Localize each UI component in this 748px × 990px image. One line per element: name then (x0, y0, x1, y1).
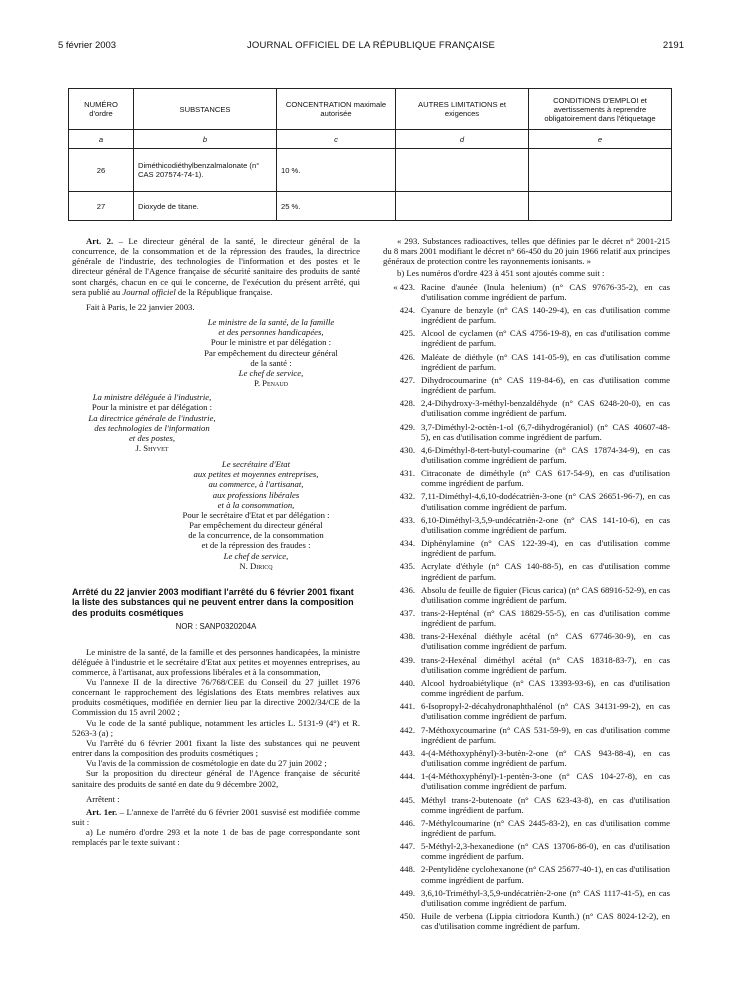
preamble-paragraph: Vu l'annexe II de la directive 76/768/CEE du Conseil du 27 juillet 1976 concernant le rapprochement des législations des Etats membres relatives aux produits cosmétiques, modifiée en dernier lieu par la directive 2002/34/CE de la Commission du 15 avril 2002 ; (72, 676, 360, 718)
row-substance: Dioxyde de titane. (134, 192, 277, 221)
row-number: 27 (69, 192, 134, 221)
preamble-paragraph: Vu l'arrêté du 6 février 2001 fixant la liste des substances qui ne peuvent entrer dans la composition des produits cosmétiques ; (72, 737, 360, 759)
entry-number: 441. (399, 701, 415, 712)
row-number: 26 (69, 149, 134, 192)
entry-293: « 293. Substances radioactives, telles que définies par le décret n° 2001-215 du 8 mars 2001 modifiant le décret n° 66-450 du 20 juin 1966 relatif aux principes généraux de protection contre les rayonnements ionisants. » (383, 236, 670, 267)
entry-text: Racine d'aunée (Inula helenium) (n° CAS 97676-35-2), en cas d'utilisation comme ingrédient de parfum. (421, 281, 670, 302)
list-item (383, 352, 670, 372)
entry-text: Cyanure de benzyle (n° CAS 140-29-4), en cas d'utilisation comme ingrédient de parfum. (421, 304, 670, 326)
list-item (383, 585, 670, 605)
row-conditions (529, 149, 672, 192)
signature-block-industry (72, 392, 232, 453)
entry-text: 3,7-Diméthyl-2-octèn-1-ol (6,7-dihydrogéraniol) (n° CAS 40607-48-5), en cas d'utilisation comme ingrédient de parfum. (421, 421, 670, 442)
list-item (383, 911, 670, 931)
article-2-text: – Le directeur général de la santé, le directeur général de la concurrence, de la consommation et de la répression des fraudes, la directrice générale de l'industrie, des technologies de l'information et des postes et le directeur général de l'Agence française de sécurité sanitaire des produits de santé sont chargés, chacun en ce qui le concerne, de l'exécution du présent arrêté, qui sera publié au (72, 236, 360, 297)
entry-text: Absolu de feuille de figuier (Ficus carica) (n° CAS 68916-52-9), en cas d'utilisation comme ingrédient de parfum. (421, 584, 670, 605)
signature-line: Par empêchement du directeur général (204, 347, 338, 358)
list-item (383, 422, 670, 442)
article-1 (72, 807, 360, 827)
article-1-text: – L'annexe de l'arrêté du 6 février 2001 susvisé est modifiée comme suit : (72, 806, 361, 827)
list-item (383, 655, 670, 675)
entry-text: 1-(4-Méthoxyphényl)-1-pentèn-3-one (n° CAS 104-27-8), en cas d'utilisation comme ingrédient de parfum. (421, 771, 670, 792)
entry-text: 3,6,10-Triméthyl-3,5,9-undécatrièn-2-one (n° CAS 1117-41-5), en cas d'utilisation comme ingrédient de parfum. (421, 887, 670, 908)
entry-text: Acrylate d'éthyle (n° CAS 140-88-5), en cas d'utilisation comme ingrédient de parfum. (421, 561, 670, 582)
preamble-paragraph: Vu l'avis de la commission de cosmétologie en date du 27 juin 2002 ; (86, 758, 327, 769)
entry-text: Alcool hydroabiétylique (n° CAS 13393-93-6), en cas d'utilisation comme ingrédient de parfum. (421, 677, 670, 699)
list-item (383, 305, 670, 325)
entry-number: 432. (399, 491, 415, 502)
right-column (383, 236, 670, 931)
substance-entries-list (383, 282, 670, 932)
col-header-limitations: AUTRES LIMITATIONS et exigences (396, 89, 529, 130)
article-2 (72, 236, 360, 297)
list-item (383, 538, 670, 558)
entry-number: 429. (399, 421, 415, 432)
list-item (383, 445, 670, 465)
entry-text: trans-2-Hepténal (n° CAS 18829-55-5), en cas d'utilisation comme ingrédient de parfum. (421, 608, 670, 629)
list-item (383, 491, 670, 511)
entry-number: « 423. (393, 281, 415, 292)
entry-text: trans-2-Hexénal diméthyl acétal (n° CAS 18318-83-7), en cas d'utilisation comme ingrédient de parfum. (421, 654, 670, 675)
signature-line: de la santé : (250, 357, 292, 368)
signature-line: Pour le secrétaire d'Etat et par délégation : (182, 509, 330, 520)
entry-number: 449. (399, 887, 415, 898)
page-header (58, 40, 684, 54)
table-row (69, 149, 672, 192)
entry-number: 426. (399, 351, 415, 362)
entry-number: 446. (399, 817, 415, 828)
signature-line: des technologies de l'information (94, 422, 210, 433)
entry-number: 445. (399, 794, 415, 805)
entry-number: 440. (399, 677, 415, 688)
col-header-substances: SUBSTANCES (134, 89, 277, 130)
row-conditions (529, 192, 672, 221)
list-item (383, 748, 670, 768)
signature-line: et des postes, (128, 432, 176, 443)
page-number: 2191 (662, 40, 684, 51)
list-item (383, 375, 670, 395)
list-item (383, 328, 670, 348)
entry-text: trans-2-Hexénal diéthyle acétal (n° CAS 67746-30-9), en cas d'utilisation comme ingrédient de parfum. (421, 631, 670, 652)
entry-text: 4,6-Diméthyl-8-tert-butyl-coumarine (n° CAS 17874-34-9), en cas d'utilisation comme ingrédient de parfum. (421, 444, 670, 465)
entry-number: 443. (399, 747, 415, 758)
list-item (383, 841, 670, 861)
article-1-heading: Art. 1er. (86, 806, 118, 817)
issue-date: 5 février 2003 (58, 40, 117, 51)
entry-number: 442. (399, 724, 415, 735)
signature-line: Le chef de service, (238, 367, 304, 378)
signature-line: au commerce, à l'artisanat, (208, 479, 304, 490)
entry-number: 431. (399, 468, 415, 479)
row-concentration: 10 %. (277, 149, 396, 192)
signature-line: La directrice générale de l'industrie, (88, 412, 216, 423)
entry-text: 5-Méthyl-2,3-hexanedione (n° CAS 13706-86-0), en cas d'utilisation comme ingrédient de parfum. (421, 841, 670, 862)
entry-text: 7-Méthylcoumarine (n° CAS 2445-83-2), en cas d'utilisation comme ingrédient de parfum. (421, 817, 670, 838)
entry-number: 428. (399, 398, 415, 409)
left-column (72, 236, 360, 847)
column-letter: e (529, 130, 672, 149)
entry-number: 433. (399, 514, 415, 525)
preamble-paragraph: Vu le code de la santé publique, notamment les articles L. 5131-9 (4°) et R. 5263-3 (a) ; (72, 717, 360, 738)
entry-number: 437. (399, 608, 415, 618)
signature-block-commerce (72, 459, 360, 571)
row-limitations (396, 149, 529, 192)
entry-number: 425. (399, 328, 415, 339)
column-letter: a (69, 130, 134, 149)
arretent-line: Arrêtent : (86, 793, 120, 804)
row-limitations (396, 192, 529, 221)
entry-text: Alcool de cyclamen (n° CAS 4756-19-8), en cas d'utilisation comme ingrédient de parfum. (421, 328, 670, 349)
signature-block-health (72, 317, 360, 388)
signature-line: et de la répression des fraudes : (201, 540, 311, 551)
list-item (383, 398, 670, 418)
signature-line: de la concurrence, de la consommation (188, 530, 324, 541)
signature-line: Par empêchement du directeur général (189, 520, 323, 531)
entry-number: 448. (399, 864, 415, 875)
entry-text: 2-Pentylidène cyclohexanone (n° CAS 25677-40-1), en cas d'utilisation comme ingrédient de parfum. (421, 864, 670, 885)
entry-number: 438. (399, 631, 415, 642)
row-substance: Diméthicodiéthylbenzalmalonate (n° CAS 207574-74-1). (134, 149, 277, 192)
row-concentration: 25 %. (277, 192, 396, 221)
signature-line: et à la consommation, (217, 499, 295, 510)
col-header-number: NUMÉRO d'ordre (69, 89, 134, 130)
preamble-paragraph: Sur la proposition du directeur général de l'Agence française de sécurité sanitaire des produits de santé en date du 9 décembre 2002, (72, 768, 360, 789)
entry-text: Huile de verbena (Lippia citriodora Kunth.) (n° CAS 8024-12-2), en cas d'utilisation comme ingrédient de parfum. (421, 911, 670, 932)
signature-line: Le ministre de la santé, de la famille (207, 317, 335, 328)
column-letter-row (69, 130, 672, 149)
entry-text: 2,4-Dihydroxy-3-méthyl-benzaldéhyde (n° CAS 6248-20-0), en cas d'utilisation comme ingrédient de parfum. (421, 398, 670, 419)
signature-line: Pour la ministre et par délégation : (91, 402, 213, 413)
signatory-name: J. Shyvet (135, 442, 169, 453)
signature-line: Le chef de service, (223, 550, 289, 561)
signature-line: aux petites et moyennes entreprises, (193, 469, 319, 480)
journal-title: JOURNAL OFFICIEL DE LA RÉPUBLIQUE FRANÇAISE (246, 40, 496, 51)
entry-number: 447. (399, 841, 415, 852)
done-at-line: Fait à Paris, le 22 janvier 2003. (86, 301, 195, 312)
list-item (383, 864, 670, 884)
list-item (383, 515, 670, 535)
list-item (383, 561, 670, 581)
entry-number: 427. (399, 374, 415, 385)
col-header-concentration: CONCENTRATION maximale autorisée (277, 89, 396, 130)
signature-line: Pour le ministre et par délégation : (210, 337, 332, 348)
entry-number: 434. (399, 538, 415, 549)
entry-number: 436. (399, 584, 415, 595)
list-item (383, 771, 670, 791)
decree-title: Arrêté du 22 janvier 2003 modifiant l'arrêté du 6 février 2001 fixant la liste des substances qui ne peuvent entrer dans la composition des produits cosmétiques (72, 586, 354, 618)
list-item (383, 795, 670, 815)
list-item (383, 468, 670, 488)
entry-text: 4-(4-Méthoxyphényl)-3-butèn-2-one (n° CAS 943-88-4), en cas d'utilisation comme ingrédient de parfum. (421, 747, 670, 769)
item-a: a) Le numéro d'ordre 293 et la note 1 de bas de page correspondante sont remplacés par le texte suivant : (72, 827, 360, 848)
article-2-end: de la République française. (175, 286, 273, 297)
entry-text: Citraconate de diméthyle (n° CAS 617-54-9), en cas d'utilisation comme ingrédient de parfum. (421, 468, 670, 489)
entry-text: Dihydrocoumarine (n° CAS 119-84-6), en cas d'utilisation comme ingrédient de parfum. (421, 374, 670, 396)
list-item (383, 678, 670, 698)
entry-text: 6-Isopropyl-2-décahydronaphthalénol (n° CAS 34131-99-2), en cas d'utilisation comme ingrédient de parfum. (421, 701, 670, 722)
column-letter: d (396, 130, 529, 149)
list-item (383, 818, 670, 838)
entry-number: 435. (399, 561, 415, 572)
entry-text: 6,10-Diméthyl-3,5,9-undécatrièn-2-one (n° CAS 141-10-6), en cas d'utilisation comme ingrédient de parfum. (421, 514, 670, 535)
list-item (383, 282, 670, 302)
entry-number: 430. (399, 444, 415, 455)
entry-text: Diphénylamine (n° CAS 122-39-4), en cas d'utilisation comme ingrédient de parfum. (421, 538, 670, 559)
column-letter: c (277, 130, 396, 149)
entry-text: Maléate de diéthyle (n° CAS 141-05-9), en cas d'utilisation comme ingrédient de parfum. (421, 351, 670, 372)
list-item (383, 725, 670, 745)
signatory-name: N. Diricq (239, 560, 273, 571)
entry-text: Méthyl trans-2-butenoate (n° CAS 623-43-8), en cas d'utilisation comme ingrédient de parfum. (421, 794, 670, 815)
signature-line: La ministre déléguée à l'industrie, (92, 392, 212, 403)
table-header-row (69, 89, 672, 130)
list-item (383, 631, 670, 651)
article-2-heading: Art. 2. (86, 236, 114, 246)
substances-table (68, 88, 672, 221)
signature-line: et des personnes handicapées, (218, 327, 324, 338)
list-item (383, 888, 670, 908)
entry-number: 444. (399, 771, 415, 782)
entry-text: 7,11-Diméthyl-4,6,10-dodécatrièn-3-one (n° CAS 26651-96-7), en cas d'utilisation comme ingrédient de parfum. (421, 491, 670, 512)
list-item (383, 701, 670, 721)
item-b: b) Les numéros d'ordre 423 à 451 sont ajoutés comme suit : (397, 268, 605, 279)
journal-officiel-ref: Journal officiel (122, 286, 176, 297)
col-header-conditions: CONDITIONS D'EMPLOI et avertissements à reprendre obligatoirement dans l'étiquetage (529, 89, 672, 130)
entry-number: 424. (399, 304, 415, 315)
entry-text: 7-Méthoxycoumarine (n° CAS 531-59-9), en cas d'utilisation comme ingrédient de parfum. (421, 724, 670, 745)
signature-line: aux professions libérales (212, 489, 300, 500)
column-letter: b (134, 130, 277, 149)
table-row (69, 192, 672, 221)
nor-reference: NOR : SANP0320204A (175, 622, 257, 632)
list-item (383, 608, 670, 628)
entry-number: 450. (399, 911, 415, 922)
preamble-paragraph: Le ministre de la santé, de la famille et des personnes handicapées, la ministre déléguée à l'industrie et le secrétaire d'Etat aux petites et moyennes entreprises, au commerce, à l'artisanat, aux professions libérales et à la consommation, (72, 646, 360, 677)
signatory-name: P. Penaud (253, 378, 289, 389)
signature-line: Le secrétaire d'Etat (221, 459, 291, 470)
entry-number: 439. (399, 654, 415, 665)
